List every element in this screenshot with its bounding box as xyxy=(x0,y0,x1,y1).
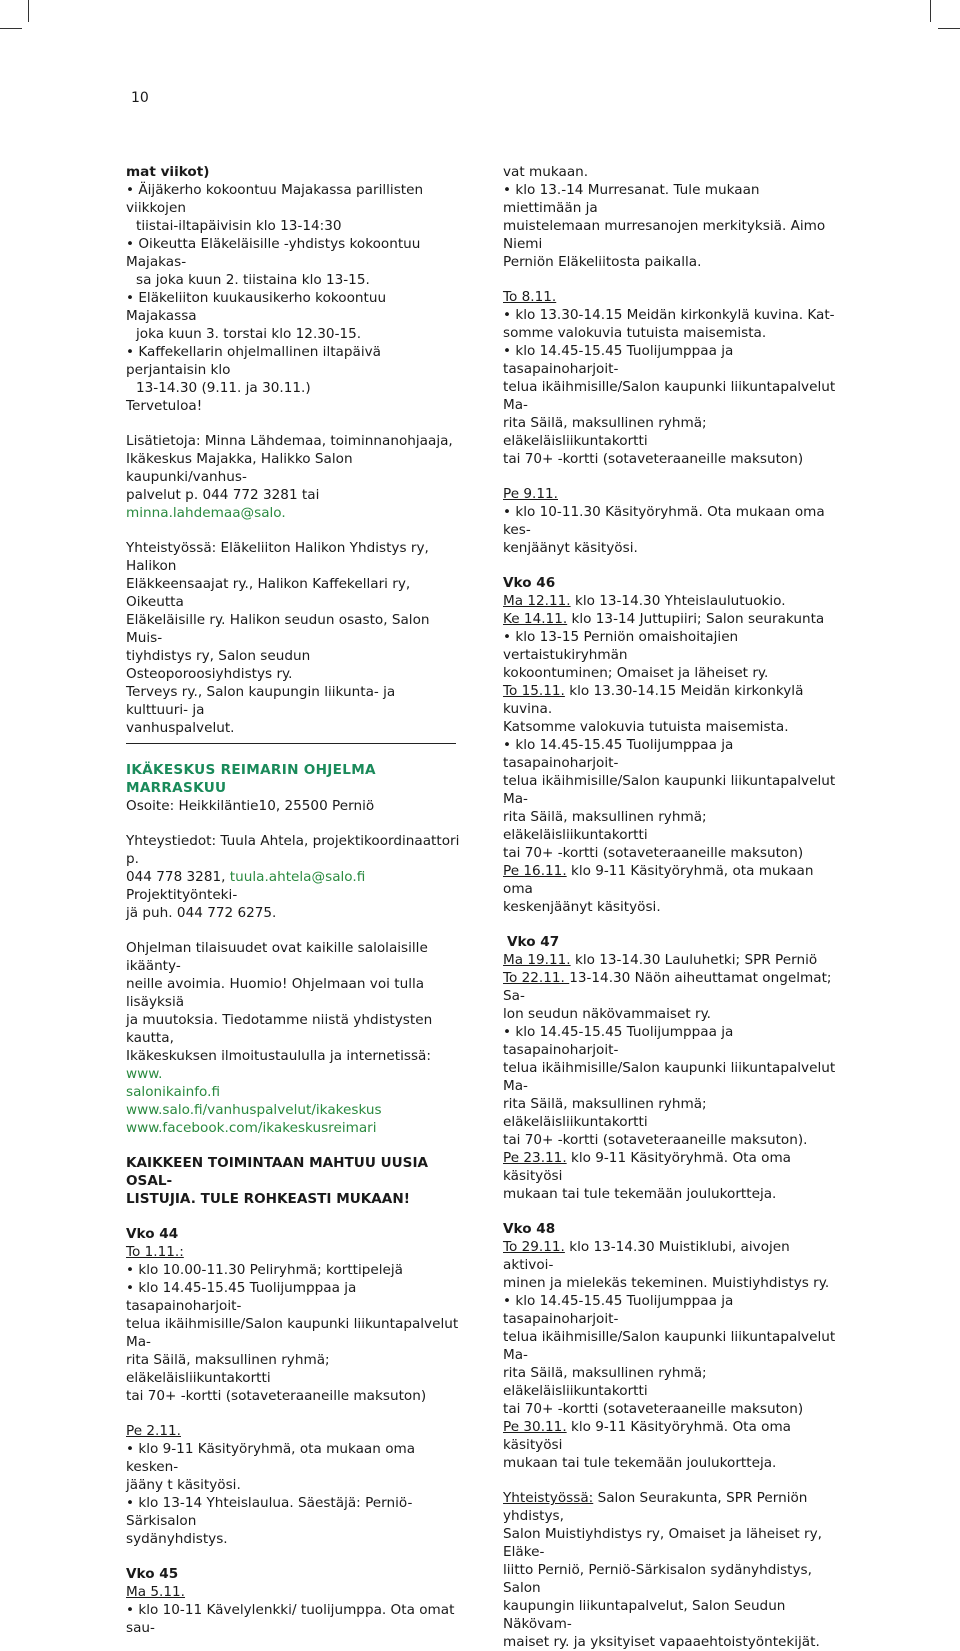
text-line: somme valokuvia tutuista maisemista. xyxy=(503,325,767,341)
text-line: minen ja mielekäs tekeminen. Muistiyhdistys ry. xyxy=(503,1275,830,1291)
text-line: tai 70+ -kortti (sotaveteraaneille maksuton) xyxy=(126,1388,427,1404)
text-line: Ohjelman tilaisuudet ovat kaikille salolaisille ikäänty- xyxy=(126,940,428,974)
date-label: Ma 19.11. xyxy=(503,952,571,968)
text-line xyxy=(503,610,837,628)
text-line: Eläkeläisille ry. Halikon seudun osasto, Salon Muis- xyxy=(126,612,430,646)
text-line: liitto Perniö, Perniö-Särkisalon sydänyhdistys, Salon xyxy=(503,1562,812,1596)
text-line: rita Säilä, maksullinen ryhmä; eläkeläisliikuntakortti xyxy=(503,809,707,843)
text-line: tai 70+ -kortti (sotaveteraaneille maksuton) xyxy=(503,845,804,861)
text-line: rita Säilä, maksullinen ryhmä; eläkeläisliikuntakortti xyxy=(503,1096,707,1130)
date-label: Ma 5.11. xyxy=(126,1584,185,1600)
text-line: Salon Muistiyhdistys ry, Omaiset ja läheiset ry, Eläke- xyxy=(503,1526,822,1560)
text-line: rita Säilä, maksullinen ryhmä; eläkeläisliikuntakortti xyxy=(503,1365,707,1399)
bullet-item: • klo 13.-14 Murresanat. Tule mukaan miettimään ja xyxy=(503,182,760,216)
text-line xyxy=(126,486,460,522)
text-line xyxy=(503,1238,837,1274)
date-label: Pe 30.11. xyxy=(503,1419,567,1435)
text-line xyxy=(503,1489,837,1525)
text-line: Ikäkeskus Majakka, Halikko Salon kaupunki/vanhus- xyxy=(126,451,353,485)
date-label: Pe 9.11. xyxy=(503,486,558,502)
bullet-item: • Eläkeliiton kuukausikerho kokoontuu Majakassa xyxy=(126,290,387,324)
week-heading: Vko 46 xyxy=(503,575,556,591)
text-line: Katsomme valokuvia tutuista maisemista. xyxy=(503,719,789,735)
text-line: keskenjäänyt käsityösi. xyxy=(503,899,661,915)
text-line: kenjäänyt käsityösi. xyxy=(503,540,638,556)
text-line: mukaan tai tule tekemään joulukortteja. xyxy=(503,1186,777,1202)
text-span: klo 13.30-14.15 Meidän kirkonkylä kuvina. xyxy=(503,683,804,717)
bullet-item: • klo 10.00-11.30 Peliryhmä; korttipelejä xyxy=(126,1262,404,1278)
week-heading: Vko 45 xyxy=(126,1566,179,1582)
bullet-item: • klo 13-14 Yhteislaulua. Säestäjä: Perniö-Särkisalon xyxy=(126,1495,413,1529)
text-span: klo 13-14.30 Lauluhetki; SPR Perniö xyxy=(570,952,818,968)
text-span: 13-14.30 Näön aiheuttamat ongelmat; Sa- xyxy=(503,970,832,1004)
email-link[interactable]: minna.lahdemaa@salo. xyxy=(126,505,286,521)
bullet-item: • Oikeutta Eläkeläisille -yhdistys kokoontuu Majakas- xyxy=(126,236,421,270)
text-span: Projektityönteki- xyxy=(126,887,238,903)
notice-text: LISTUJIA. TULE ROHKEASTI MUKAAN! xyxy=(126,1191,410,1207)
crop-mark xyxy=(938,28,960,29)
text-span: klo 13-14.30 Yhteislaulutuokio. xyxy=(570,593,786,609)
text-line: Yhteystiedot: Tuula Ahtela, projektikoordinaattori p. xyxy=(126,833,460,867)
week-heading: Vko 47 xyxy=(507,934,560,950)
left-column xyxy=(126,163,460,1637)
text-line: 13-14.30 (9.11. ja 30.11.) xyxy=(136,380,311,396)
text-line: rita Säilä, maksullinen ryhmä; eläkeläisliikuntakortti xyxy=(126,1352,330,1386)
crop-mark xyxy=(0,28,22,29)
text-line: telua ikäihmisille/Salon kaupunki liikuntapalvelut Ma- xyxy=(503,773,836,807)
bullet-item: • klo 10-11 Kävelylenkki/ tuolijumppa. Ota omat sau- xyxy=(126,1602,455,1636)
text-line: tiyhdistys ry, Salon seudun Osteoporoosiyhdistys ry. xyxy=(126,648,311,682)
bullet-item: • klo 14.45-15.45 Tuolijumppaa ja tasapainoharjoit- xyxy=(503,737,734,771)
text-line xyxy=(503,969,837,1005)
text-line: tiistai-iltapäivisin klo 13-14:30 xyxy=(136,218,342,234)
date-label: To 1.11.: xyxy=(126,1244,184,1260)
crop-mark xyxy=(28,0,29,22)
notice-text: KAIKKEEN TOIMINTAAN MAHTUU UUSIA OSAL- xyxy=(126,1155,429,1189)
bullet-item: • klo 10-11.30 Käsityöryhmä. Ota mukaan oma kes- xyxy=(503,504,825,538)
text-line: mukaan tai tule tekemään joulukortteja. xyxy=(503,1455,777,1471)
cooperation-label: Yhteistyössä: xyxy=(503,1490,594,1506)
text-line: vat mukaan. xyxy=(503,164,589,180)
text-line xyxy=(503,592,837,610)
text-line: tai 70+ -kortti (sotaveteraaneille maksuton) xyxy=(503,451,804,467)
text-line: jääny t käsityösi. xyxy=(126,1477,241,1493)
text-span: klo 9-11 Käsityöryhmä. Ota oma käsityösi xyxy=(503,1150,792,1184)
text-line: rita Säilä, maksullinen ryhmä; eläkeläisliikuntakortti xyxy=(503,415,707,449)
text-line: maiset ry. ja yksityiset vapaaehtoistyöntekijät. xyxy=(503,1634,820,1650)
crop-mark xyxy=(930,0,931,22)
date-label: Ke 14.11. xyxy=(503,611,568,627)
text-line xyxy=(503,1149,837,1185)
text-line: tai 70+ -kortti (sotaveteraaneille maksuton) xyxy=(503,1401,804,1417)
web-link[interactable]: salonikainfo.fi www.salo.fi/vanhuspalvelut/ikakeskus xyxy=(126,1084,382,1118)
text-line: Terveys ry., Salon kaupungin liikunta- ja kulttuuri- ja xyxy=(126,684,396,718)
text-line: muistelemaan murresanojen merkityksiä. Aimo Niemi xyxy=(503,218,826,252)
bullet-item: • klo 9-11 Käsityöryhmä, ota mukaan oma kesken- xyxy=(126,1441,416,1475)
date-label: Pe 16.11. xyxy=(503,863,567,879)
bullet-item: • klo 14.45-15.45 Tuolijumppaa ja tasapainoharjoit- xyxy=(503,1293,734,1327)
text-line: tai 70+ -kortti (sotaveteraaneille maksuton). xyxy=(503,1132,808,1148)
date-label: To 15.11. xyxy=(503,683,565,699)
bullet-item: • Kaffekellarin ohjelmallinen iltapäivä perjantaisin klo xyxy=(126,344,382,378)
bullet-item: • klo 14.45-15.45 Tuolijumppaa ja tasapainoharjoit- xyxy=(126,1280,357,1314)
bullet-item: • klo 13.30-14.15 Meidän kirkonkylä kuvina. Kat- xyxy=(503,307,835,323)
text-line: Tervetuloa! xyxy=(126,398,203,414)
date-label: Pe 2.11. xyxy=(126,1423,181,1439)
text-span: Salon Seurakunta, SPR Perniön yhdistys, xyxy=(503,1490,808,1524)
section-heading: MARRASKUU xyxy=(126,780,227,796)
text-span: 044 778 3281, xyxy=(126,869,230,885)
text-line: Osoite: Heikkiläntie10, 25500 Perniö xyxy=(126,798,375,814)
section-heading: IKÄKESKUS REIMARIN OHJELMA xyxy=(126,762,376,778)
text-line xyxy=(503,682,837,718)
text-span: klo 9-11 Käsityöryhmä. Ota oma käsityösi xyxy=(503,1419,792,1453)
text-span: klo 13-14.30 Muistiklubi, aivojen aktivoi- xyxy=(503,1239,790,1273)
text-span: palvelut p. 044 772 3281 tai xyxy=(126,487,320,503)
text-line xyxy=(503,1418,837,1454)
bullet-item: • Äijäkerho kokoontuu Majakassa parillisten viikkojen xyxy=(126,182,424,216)
text-line: sa joka kuun 2. tiistaina klo 13-15. xyxy=(136,272,370,288)
bullet-item: • klo 14.45-15.45 Tuolijumppaa ja tasapainoharjoit- xyxy=(503,343,734,377)
date-label: To 29.11. xyxy=(503,1239,565,1255)
right-column xyxy=(503,163,837,1651)
text-line: Yhteistyössä: Eläkeliiton Halikon Yhdistys ry, Halikon xyxy=(126,540,429,574)
text-line: joka kuun 3. torstai klo 12.30-15. xyxy=(136,326,362,342)
text-line xyxy=(126,1047,460,1083)
week-heading: Vko 48 xyxy=(503,1221,556,1237)
web-link[interactable]: www. xyxy=(126,1066,163,1082)
text-line: mat viikot) xyxy=(126,164,210,180)
date-label: Ma 12.11. xyxy=(503,593,571,609)
page-number: 10 xyxy=(131,90,149,106)
week-heading: Vko 44 xyxy=(126,1226,179,1242)
text-line: kaupungin liikuntapalvelut, Salon Seudun Näkövam- xyxy=(503,1598,786,1632)
text-line: ja muutoksia. Tiedotamme niistä yhdistysten kautta, xyxy=(126,1012,433,1046)
text-line: telua ikäihmisille/Salon kaupunki liikuntapalvelut Ma- xyxy=(503,379,836,413)
text-line: lon seudun näkövammaiset ry. xyxy=(503,1006,712,1022)
text-line: telua ikäihmisille/Salon kaupunki liikuntapalvelut Ma- xyxy=(126,1316,459,1350)
bullet-item: • klo 13-15 Perniön omaishoitajien vertaistukiryhmän xyxy=(503,629,739,663)
text-line: Eläkkeensaajat ry., Halikon Kaffekellari ry, Oikeutta xyxy=(126,576,411,610)
text-line: Perniön Eläkeliitosta paikalla. xyxy=(503,254,702,270)
date-label: Pe 23.11. xyxy=(503,1150,567,1166)
email-link[interactable]: tuula.ahtela@salo.fi xyxy=(229,869,366,885)
date-label: To 8.11. xyxy=(503,289,557,305)
text-line: telua ikäihmisille/Salon kaupunki liikuntapalvelut Ma- xyxy=(503,1329,836,1363)
text-line: kokoontuminen; Omaiset ja läheiset ry. xyxy=(503,665,769,681)
text-line: sydänyhdistys. xyxy=(126,1531,228,1547)
text-line: vanhuspalvelut. xyxy=(126,720,235,736)
text-line: neille avoimia. Huomio! Ohjelmaan voi tulla lisäyksiä xyxy=(126,976,425,1010)
text-line xyxy=(503,951,837,969)
text-line: Lisätietoja: Minna Lähdemaa, toiminnanohjaaja, xyxy=(126,433,453,449)
web-link[interactable]: www.facebook.com/ikakeskusreimari xyxy=(126,1120,377,1136)
date-label: To 22.11. xyxy=(503,970,570,986)
text-line: telua ikäihmisille/Salon kaupunki liikuntapalvelut Ma- xyxy=(503,1060,836,1094)
bullet-item: • klo 14.45-15.45 Tuolijumppaa ja tasapainoharjoit- xyxy=(503,1024,734,1058)
text-line: jä puh. 044 772 6275. xyxy=(126,905,277,921)
text-span: klo 9-11 Käsityöryhmä, ota mukaan oma xyxy=(503,863,814,897)
text-line xyxy=(503,862,837,898)
text-span: klo 13-14 Juttupiiri; Salon seurakunta xyxy=(567,611,825,627)
text-line xyxy=(126,868,460,904)
text-span: Ikäkeskuksen ilmoitustaululla ja internetissä: xyxy=(126,1048,431,1064)
